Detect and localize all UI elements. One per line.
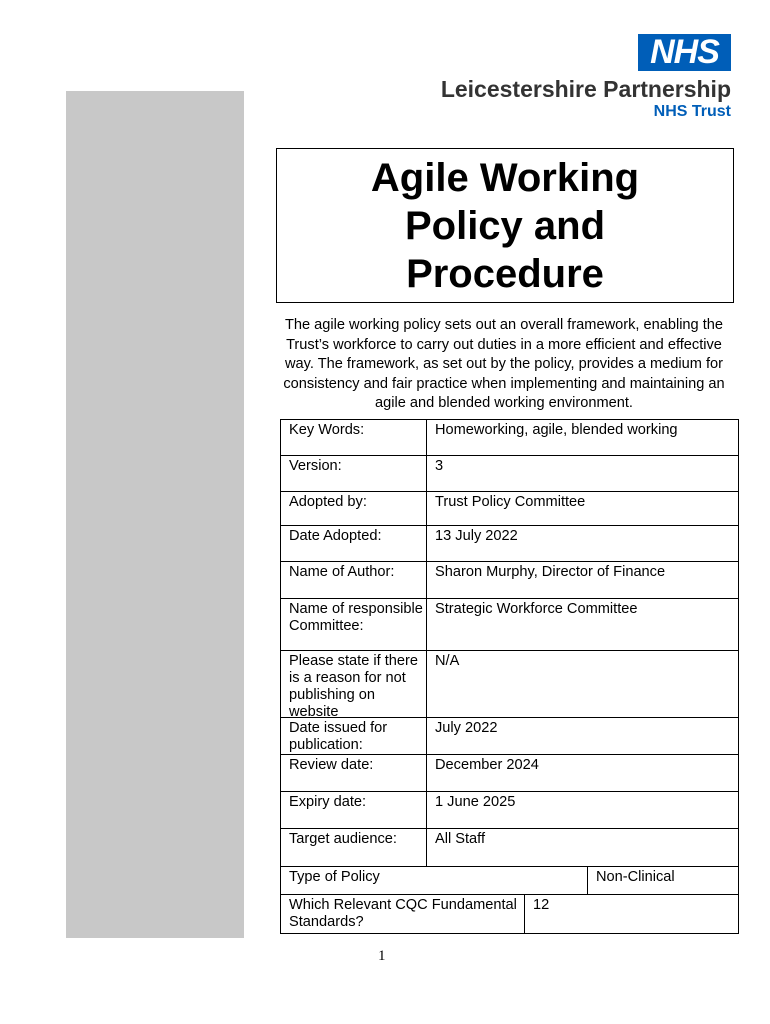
row-value: Sharon Murphy, Director of Finance bbox=[435, 564, 666, 580]
row-value: Homeworking, agile, blended working bbox=[435, 422, 678, 438]
cqc-value: 12 bbox=[533, 897, 550, 913]
row-value: N/A bbox=[435, 653, 460, 669]
row-value: 13 July 2022 bbox=[435, 528, 518, 544]
row-value: 3 bbox=[435, 458, 444, 474]
row-label: Date issued for publication: bbox=[281, 718, 427, 754]
row-value: 1 June 2025 bbox=[435, 794, 516, 810]
table-row bbox=[281, 791, 738, 828]
table-row bbox=[281, 561, 738, 598]
table-row bbox=[281, 420, 738, 455]
table-row bbox=[281, 598, 738, 650]
org-name: Leicestershire Partnership bbox=[440, 76, 731, 102]
row-label: Adopted by: bbox=[281, 492, 427, 525]
cqc-label: Which Relevant CQC Fundamental Standards? bbox=[281, 895, 525, 933]
table-row bbox=[281, 717, 738, 754]
table-row bbox=[281, 650, 738, 720]
document-title: Agile Working Policy and Procedure bbox=[370, 155, 640, 296]
org-trust: NHS Trust bbox=[653, 103, 731, 120]
row-value: July 2022 bbox=[435, 720, 498, 736]
nhs-logo: NHS bbox=[638, 34, 731, 71]
row-label: Expiry date: bbox=[281, 792, 427, 828]
page-number: 1 bbox=[378, 948, 386, 964]
side-bar bbox=[66, 91, 244, 938]
summary-text: The agile working policy sets out an overall framework, enabling the Trust’s workforce to carry out duties in a more efficient and effective way. The framework, as set out by the policy, provides a medium for consistency and fair practice when implementing and maintaining an agile and blended working environment. bbox=[283, 317, 725, 411]
policy-type-label: Type of Policy bbox=[281, 867, 588, 894]
row-label: Please state if there is a reason for not publishing on website bbox=[281, 651, 427, 717]
table-row-cqc bbox=[281, 894, 738, 933]
title-box bbox=[276, 148, 734, 303]
row-label: Target audience: bbox=[281, 829, 427, 866]
policy-details-table bbox=[280, 419, 739, 934]
row-label: Name of responsible Committee: bbox=[281, 599, 427, 650]
row-label: Date Adopted: bbox=[281, 526, 427, 561]
table-row bbox=[281, 754, 738, 791]
row-label: Review date: bbox=[281, 755, 427, 791]
table-row bbox=[281, 491, 738, 525]
table-row bbox=[281, 455, 738, 491]
table-row bbox=[281, 525, 738, 561]
row-value: December 2024 bbox=[435, 757, 539, 773]
table-row bbox=[281, 828, 738, 866]
policy-type-value: Non-Clinical bbox=[596, 869, 675, 885]
table-row-policy-type bbox=[281, 866, 738, 894]
row-label: Name of Author: bbox=[281, 562, 427, 598]
row-value: Strategic Workforce Committee bbox=[435, 601, 638, 617]
row-label: Version: bbox=[281, 456, 427, 491]
row-label: Key Words: bbox=[281, 420, 427, 455]
row-value: Trust Policy Committee bbox=[435, 494, 586, 510]
row-value: All Staff bbox=[435, 831, 486, 847]
